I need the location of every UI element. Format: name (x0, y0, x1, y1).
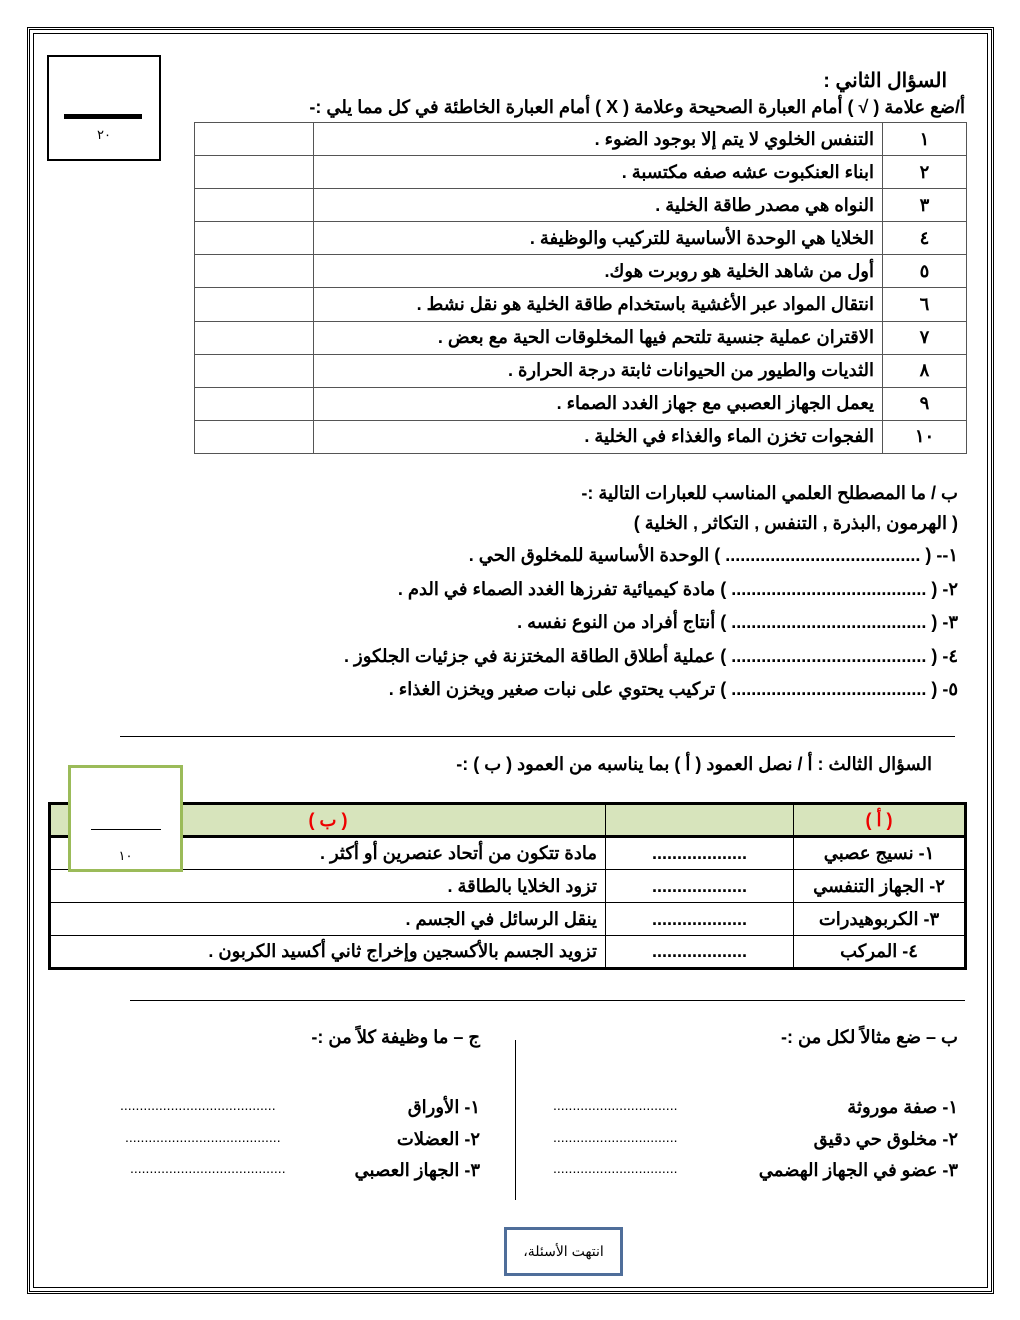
statement: النواه هي مصدر طاقة الخلية . (314, 189, 883, 222)
row-number: ١٠ (883, 420, 967, 453)
divider (120, 736, 955, 737)
col-b-item: تزويد الجسم بالأكسجين وإخراج ثاني أكسيد الكربون . (50, 936, 606, 969)
col-a-item: ٤- المركب (794, 936, 966, 969)
statement: التنفس الخلوي لا يتم إلا بوجود الضوء . (314, 123, 883, 156)
answer-cell[interactable] (195, 420, 314, 453)
row-number: ٥ (883, 255, 967, 288)
col-a-header: ( أ ) (794, 804, 966, 837)
term-item[interactable]: ٢- ( ....................................... ) مادة كيميائية تفرزها الغدد الصماء في الدم . (397, 578, 958, 599)
q2-instruction: أ/ضع علامة ( √ ) أمام العبارة الصحيحة وعلامة ( X ) أمام العبارة الخاطئة في كل مما يلي :- (309, 97, 965, 117)
column-divider (515, 1040, 516, 1200)
term-item[interactable]: ١-- ( ....................................... ) الوحدة الأساسية للمخلوق الحي . (468, 545, 958, 565)
score-line (64, 114, 142, 119)
end-of-questions-box (504, 1227, 623, 1276)
col-b-header: ( ب ) (50, 804, 606, 837)
q3-b-title: ب – ضع مثالاً لكل من :- (780, 1027, 958, 1047)
term-item[interactable]: ٣- ( ....................................... ) أنتاج أفراد من النوع نفسه . (517, 612, 958, 632)
table-row (195, 255, 967, 288)
row-number: ٣ (883, 189, 967, 222)
answer-dots[interactable]: ................................ (553, 1097, 678, 1113)
score-line (91, 829, 161, 830)
function-item: ٣- الجهاز العصبي (354, 1160, 480, 1180)
col-b-item: مادة تتكون من أتحاد عنصرين أو أكثر . (50, 837, 606, 870)
answer-dots[interactable]: ........................................ (130, 1160, 286, 1176)
col-a-item: ١- نسيج عصبي (794, 837, 966, 870)
answer-cell[interactable] (195, 156, 314, 189)
q3-score: ١٠ (118, 848, 133, 863)
answer-cell[interactable] (195, 321, 314, 354)
answer-cell[interactable] (195, 354, 314, 387)
q2-b-words: ( الهرمون ,البذرة , التنفس , التكاثر , الخلية ) (633, 513, 958, 533)
table-row (50, 837, 966, 870)
q2-b-title: ب / ما المصطلح العلمي المناسب للعبارات التالية :- (581, 483, 958, 503)
table-row (195, 222, 967, 255)
divider (130, 1000, 965, 1001)
score-box (47, 55, 161, 161)
term-item[interactable]: ٤- ( ....................................... ) عملية أطلاق الطاقة المختزنة في جزئيات الجلكوز . (344, 645, 958, 666)
term-item[interactable]: ٥- ( ....................................... ) تركيب يحتوي على نبات صغير ويخزن الغذاء . (388, 679, 958, 699)
col-b-item: تزود الخلايا بالطاقة . (50, 870, 606, 903)
table-row (50, 936, 966, 969)
statement: الثديات والطيور من الحيوانات ثابتة درجة الحرارة . (314, 354, 883, 387)
row-number: ١ (883, 123, 967, 156)
true-false-table (194, 122, 967, 454)
statement: أول من شاهد الخلية هو روبرت هوك. (314, 255, 883, 288)
table-row (195, 156, 967, 189)
statement: انتقال المواد عبر الأغشية باستخدام طاقة الخلية هو نقل نشط . (314, 288, 883, 321)
matching-table (48, 802, 967, 970)
table-row (195, 123, 967, 156)
q3-c-title: ج – ما وظيفة كلاً من :- (311, 1027, 480, 1047)
col-a-item: ٢- الجهاز التنفسي (794, 870, 966, 903)
example-item: ١- صفة موروثة (847, 1097, 958, 1117)
score-total: ٢٠ (97, 127, 111, 142)
row-number: ٢ (883, 156, 967, 189)
table-row (195, 420, 967, 453)
answer-cell[interactable] (195, 123, 314, 156)
table-row (50, 903, 966, 936)
row-number: ٨ (883, 354, 967, 387)
example-item: ٢- مخلوق حي دقيق (813, 1128, 958, 1149)
answer-dots[interactable]: ................... (606, 870, 794, 903)
answer-dots[interactable]: ................... (606, 903, 794, 936)
statement: يعمل الجهاز العصبي مع جهاز الغدد الصماء . (314, 387, 883, 420)
table-row (195, 288, 967, 321)
table-row (195, 387, 967, 420)
example-item: ٣- عضو في الجهاز الهضمي (758, 1160, 958, 1180)
table-row (50, 870, 966, 903)
col-b-item: ينقل الرسائل في الجسم . (50, 903, 606, 936)
end-text: انتهت الأسئلة، (523, 1243, 604, 1259)
table-row (195, 189, 967, 222)
answer-dots[interactable]: ........................................ (125, 1128, 281, 1145)
answer-dots[interactable]: ................................ (553, 1160, 678, 1176)
function-item: ٢- العضلات (396, 1128, 480, 1149)
statement: ابناء العنكبوت عشه صفه مكتسبة . (314, 156, 883, 189)
table-row (195, 321, 967, 354)
statement: الفجوات تخزن الماء والغذاء في الخلية . (314, 420, 883, 453)
col-a-item: ٣- الكربوهيدرات (794, 903, 966, 936)
answer-cell[interactable] (195, 189, 314, 222)
row-number: ٤ (883, 222, 967, 255)
answer-cell[interactable] (195, 222, 314, 255)
answer-dots[interactable]: ................................ (553, 1128, 678, 1145)
function-item: ١- الأوراق (407, 1097, 480, 1117)
answer-cell[interactable] (195, 387, 314, 420)
answer-cell[interactable] (195, 288, 314, 321)
q3-title: السؤال الثالث : أ / نصل العمود ( أ ) بما يناسبه من العمود ( ب ) :- (456, 754, 932, 774)
statement: الاقتران عملية جنسية تلتحم فيها المخلوقات الحية مع بعض . (314, 321, 883, 354)
answer-dots[interactable]: ................... (606, 936, 794, 969)
q2-title: السؤال الثاني : (823, 70, 947, 92)
q3-score-box (68, 765, 183, 872)
statement: الخلايا هي الوحدة الأساسية للتركيب والوظيفة . (314, 222, 883, 255)
answer-dots[interactable]: ........................................ (120, 1097, 276, 1113)
row-number: ٧ (883, 321, 967, 354)
answer-dots[interactable]: ................... (606, 837, 794, 870)
row-number: ٩ (883, 387, 967, 420)
table-row (195, 354, 967, 387)
answer-cell[interactable] (195, 255, 314, 288)
row-number: ٦ (883, 288, 967, 321)
